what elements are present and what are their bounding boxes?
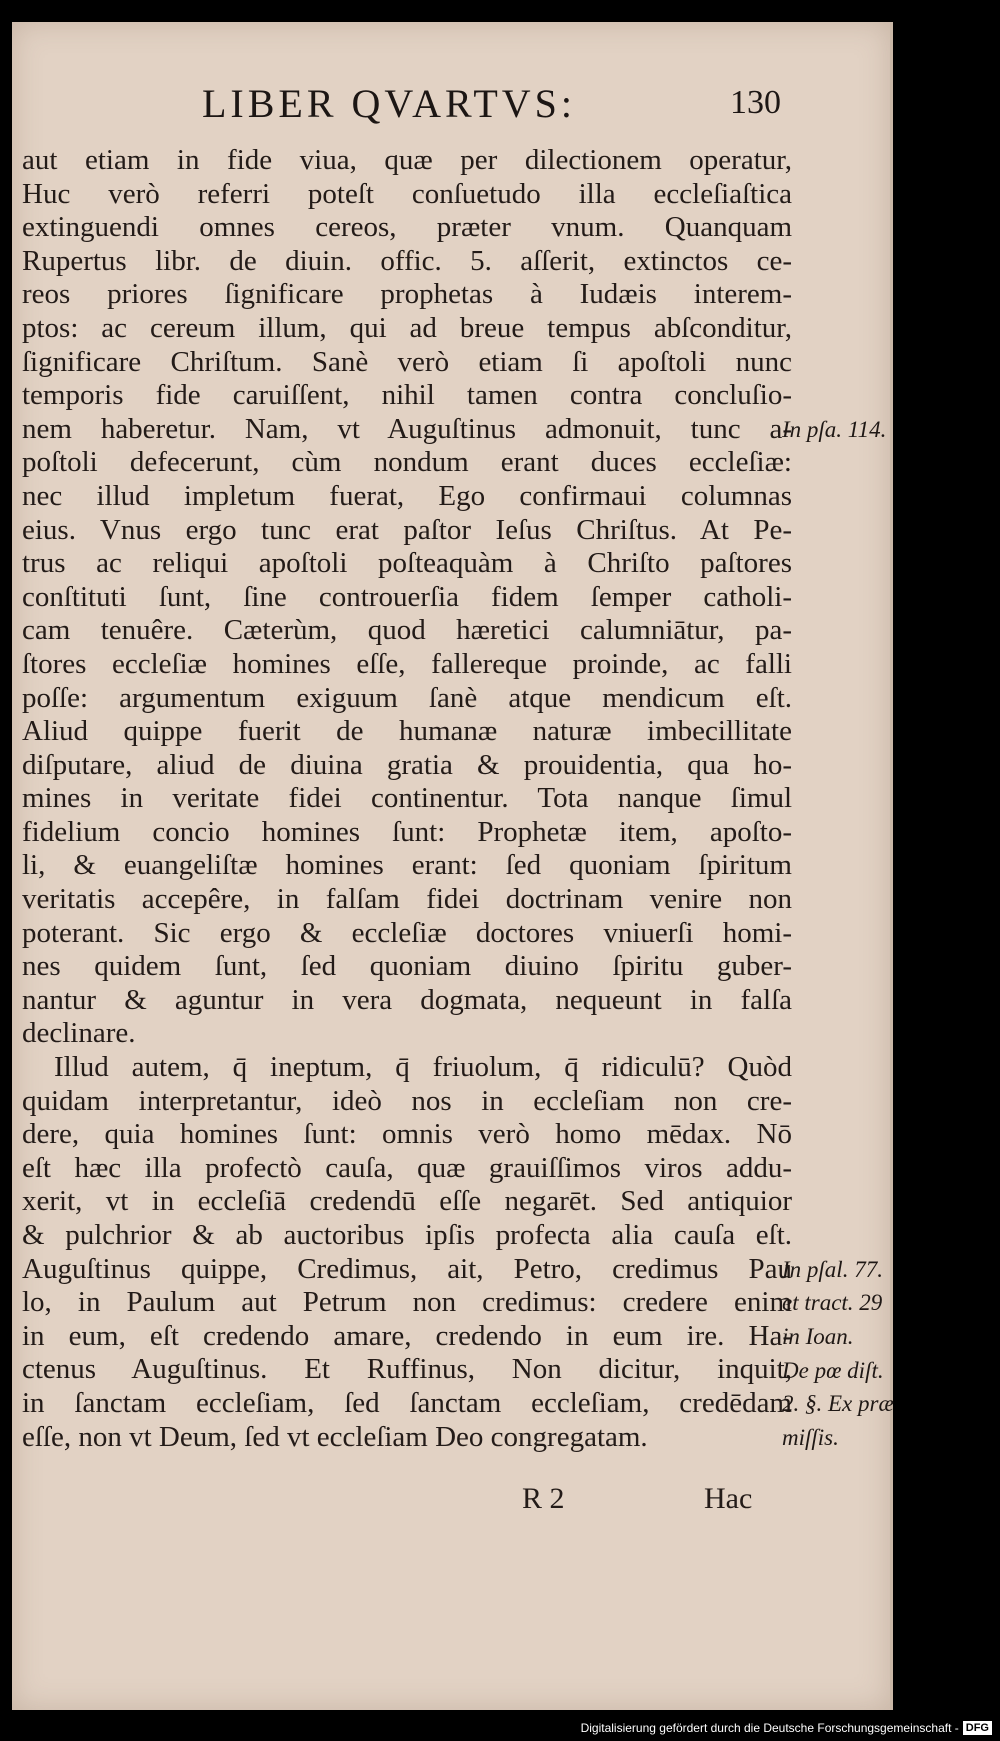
text-line: reos priores ſignificare prophetas à Iudæis interem- [22,278,792,311]
text-line: extinguendi omnes cereos, præter vnum. Quanquam [22,211,792,244]
text-line: in eum, eſt credendo amare, credendo in eum ire. Ha- [22,1319,792,1352]
text-line: nec illud impletum fuerat, Ego confirmaui columnas [22,479,792,512]
text-line: eſt hæc illa profectò cauſa, quæ grauiſſimos viros addu- [22,1151,792,1184]
text-line: dere, quia homines ſunt: omnis verò homo mēdax. Nō [22,1118,792,1151]
text-line: & pulchrior & ab auctoribus ipſis profecta alia cauſa eſt. [22,1219,792,1251]
text-line: lo, in Paulum aut Petrum non credimus: credere enim [22,1286,792,1319]
margin-note: 2. §. Ex præ [782,1391,894,1417]
text-line: ptos: ac cereum illum, qui ad breue tempus abſconditur, [22,311,792,344]
text-line: li, & euangeliſtæ homines erant: ſed quoniam ſpiritum [22,849,792,882]
margin-note: In pſal. 77. [782,1256,883,1282]
text-line: veritatis accepêre, in falſam fidei doctrinam venire non [22,883,792,916]
text-line: fidelium concio homines ſunt: Prophetæ item, apoſto- [22,815,792,848]
text-line: ſignificare Chriſtum. Sanè verò etiam ſi apoſtoli nunc [22,345,792,378]
text-line: ſtores eccleſiæ homines eſſe, fallereque proinde, ac falli [22,647,792,680]
margin-note: in Ioan. [782,1324,854,1349]
text-line: poterant. Sic ergo & eccleſiæ doctores vniuerſi homi- [22,916,792,949]
text-line: Auguſtinus quippe, Credimus, ait, Petro, credimus Pau [22,1252,792,1285]
text-line: nem haberetur. Nam, vt Auguſtinus admonuit, tunc a- [22,412,792,445]
margin-note: De pœ diſt. [782,1357,884,1383]
margin-note: et tract. 29 [782,1290,883,1316]
dfg-logo-icon: DFG [963,1721,992,1735]
text-line: temporis fide caruiſſent, nihil tamen contra concluſio- [22,379,792,412]
text-line: eſſe, non vt Deum, ſed vt eccleſiam Deo congregatam. [22,1420,648,1453]
text-line: poſtoli defecerunt, cùm nondum erant duces eccleſiæ: [22,446,792,479]
page-header [12,80,890,140]
text-line: trus ac reliqui apoſtoli poſteaquàm à Chriſto paſtores [22,547,792,580]
body-text [22,144,792,1454]
text-line: eius. Vnus ergo tunc erat paſtor Ieſus Chriſtus. At Pe- [22,513,792,546]
text-line: Huc verò referri poteſt conſuetudo illa eccleſiaſtica [22,177,792,210]
text-line: cam tenuêre. Cæterùm, quod hæretici calumniātur, pa- [22,614,792,647]
text-line: xerit, vt in eccleſiā credendū eſſe negarēt. Sed antiquior [22,1185,792,1218]
signature-mark: R 2 [522,1482,565,1515]
margin-note: miſſis. [782,1424,839,1450]
digitization-credit: Digitalisierung gefördert durch die Deutsche Forschungsgemeinschaft - [580,1721,959,1735]
text-line: conſtituti ſunt, ſine controuerſia fidem ſemper catholi- [22,580,792,613]
text-line: declinare. [22,1017,136,1050]
margin-note: In pſa. 114. [782,416,887,442]
text-line: nes quidem ſunt, ſed quoniam diuino ſpiritu guber- [22,950,792,983]
running-title: LIBER QVARTVS: [202,81,577,126]
text-line: Rupertus libr. de diuin. offic. 5. aſſerit, extinctos ce- [22,244,792,277]
text-line: Illud autem, q̄ ineptum, q̄ friuolum, q̄ ridiculū? Quòd [54,1051,792,1084]
text-line: diſputare, aliud de diuina gratia & prouidentia, qua ho- [22,748,792,781]
text-line: aut etiam in fide viua, quæ per dilectionem operatur, [22,144,792,176]
text-line: nantur & aguntur in vera dogmata, nequeunt in falſa [22,983,792,1016]
text-line: quidam interpretantur, ideò nos in eccleſiam non cre- [22,1084,792,1117]
digitization-footer [581,1721,992,1735]
book-page [12,22,893,1710]
text-line: Aliud quippe fuerit de humanæ naturæ imbecillitate [22,715,792,748]
catchword: Hac [704,1482,753,1515]
text-line: in ſanctam eccleſiam, ſed ſanctam eccleſiam, credēdam [22,1386,792,1419]
folio-number: 130 [730,84,781,121]
text-line: ctenus Auguſtinus. Et Ruffinus, Non dicitur, inquit, [22,1353,792,1386]
text-line: poſſe: argumentum exiguum ſanè atque mendicum eſt. [22,681,792,714]
text-line: mines in veritate fidei continentur. Tota nanque ſimul [22,782,792,815]
